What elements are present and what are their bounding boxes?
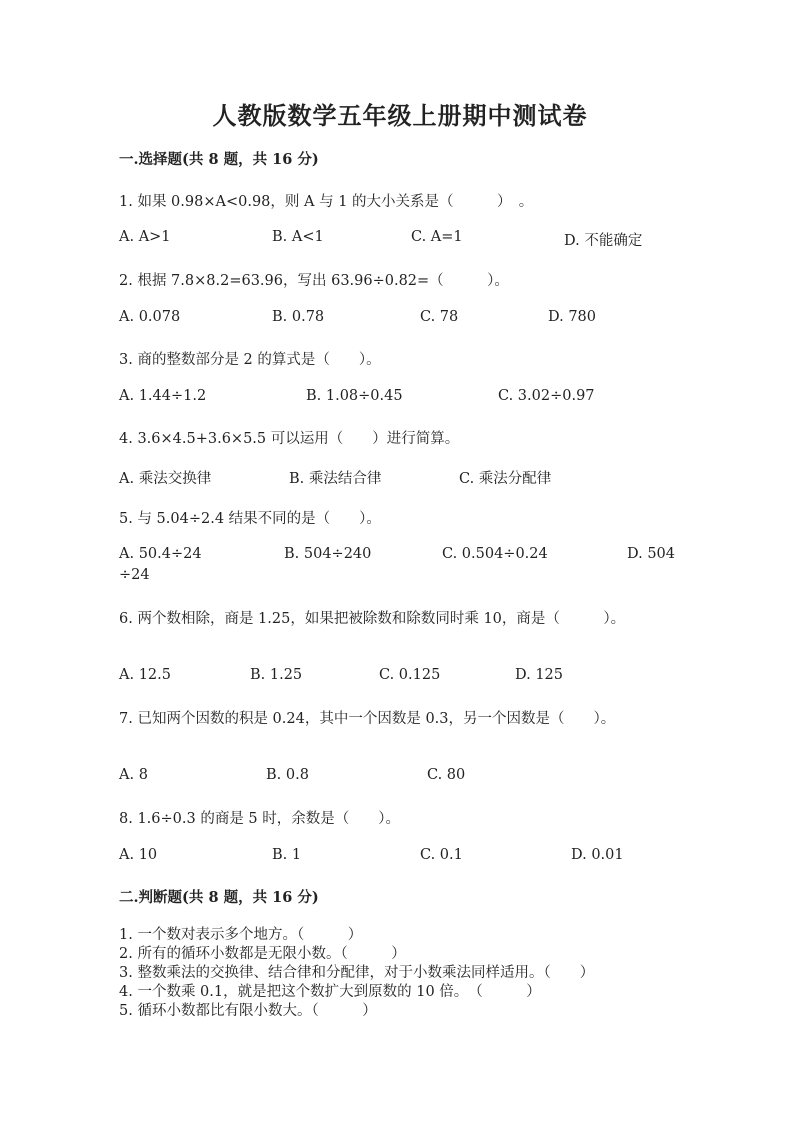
- question-4-option-b: B. 乘法结合律: [289, 471, 382, 487]
- question-5-option-a: A. 50.4÷24: [119, 546, 202, 562]
- question-3-option-a: A. 1.44÷1.2: [119, 388, 207, 404]
- question-3-stem: 3. 商的整数部分是 2 的算式是（ ）。: [119, 352, 381, 368]
- question-2-option-d: D. 780: [548, 309, 597, 325]
- section-heading-true-false: 二.判断题(共 8 题，共 16 分): [119, 889, 319, 906]
- question-5-stem: 5. 与 5.04÷2.4 结果不同的是（ ）。: [119, 511, 381, 527]
- question-1-stem: 1. 如果 0.98×A<0.98，则 A 与 1 的大小关系是（ ） 。: [119, 194, 534, 210]
- true-false-item-1: 1. 一个数对表示多个地方。（ ）: [119, 927, 363, 943]
- true-false-item-3: 3. 整数乘法的交换律、结合律和分配律，对于小数乘法同样适用。（ ）: [119, 965, 595, 981]
- question-7-stem: 7. 已知两个因数的积是 0.24，其中一个因数是 0.3，另一个因数是（ ）。: [119, 711, 616, 727]
- true-false-item-5: 5. 循环小数都比有限小数大。（ ）: [119, 1003, 377, 1019]
- question-7-option-a: A. 8: [119, 767, 148, 783]
- question-8-option-b: B. 1: [272, 847, 302, 863]
- question-5-option-d-wrap: ÷24: [119, 567, 150, 583]
- question-3-option-c: C. 3.02÷0.97: [498, 388, 595, 404]
- section-heading-choice: 一.选择题(共 8 题，共 16 分): [119, 151, 319, 168]
- true-false-item-4: 4. 一个数乘 0.1，就是把这个数扩大到原数的 10 倍。 （ ）: [119, 984, 541, 1000]
- question-1-option-b: B. A<1: [272, 229, 324, 245]
- question-1-option-d: D. 不能确定: [564, 233, 643, 249]
- question-4-option-c: C. 乘法分配律: [459, 471, 552, 487]
- page-title: 人教版数学五年级上册期中测试卷: [212, 101, 588, 130]
- question-2-option-b: B. 0.78: [272, 309, 325, 325]
- question-6-stem: 6. 两个数相除，商是 1.25，如果把被除数和除数同时乘 10，商是（ ）。: [119, 611, 626, 627]
- question-3-option-b: B. 1.08÷0.45: [306, 388, 403, 404]
- question-6-option-d: D. 125: [515, 667, 564, 683]
- question-8-option-c: C. 0.1: [420, 847, 463, 863]
- question-6-option-c: C. 0.125: [379, 667, 441, 683]
- true-false-item-2: 2. 所有的循环小数都是无限小数。（ ）: [119, 946, 406, 962]
- question-4-option-a: A. 乘法交换律: [119, 471, 212, 487]
- question-8-option-a: A. 10: [119, 847, 158, 863]
- question-5-option-d: D. 504: [627, 546, 676, 562]
- question-2-stem: 2. 根据 7.8×8.2=63.96，写出 63.96÷0.82=（ ）。: [119, 273, 509, 289]
- question-2-option-c: C. 78: [420, 309, 459, 325]
- question-5-option-c: C. 0.504÷0.24: [442, 546, 548, 562]
- question-6-option-b: B. 1.25: [250, 667, 303, 683]
- question-4-stem: 4. 3.6×4.5+3.6×5.5 可以运用（ ）进行简算。: [119, 431, 460, 447]
- question-7-option-c: C. 80: [427, 767, 466, 783]
- question-8-stem: 8. 1.6÷0.3 的商是 5 时，余数是（ ）。: [119, 811, 401, 827]
- question-6-option-a: A. 12.5: [119, 667, 171, 683]
- question-8-option-d: D. 0.01: [571, 847, 624, 863]
- question-1-option-a: A. A>1: [119, 229, 171, 245]
- question-5-option-b: B. 504÷240: [284, 546, 372, 562]
- question-1-option-c: C. A=1: [411, 229, 463, 245]
- question-7-option-b: B. 0.8: [266, 767, 309, 783]
- question-2-option-a: A. 0.078: [119, 309, 181, 325]
